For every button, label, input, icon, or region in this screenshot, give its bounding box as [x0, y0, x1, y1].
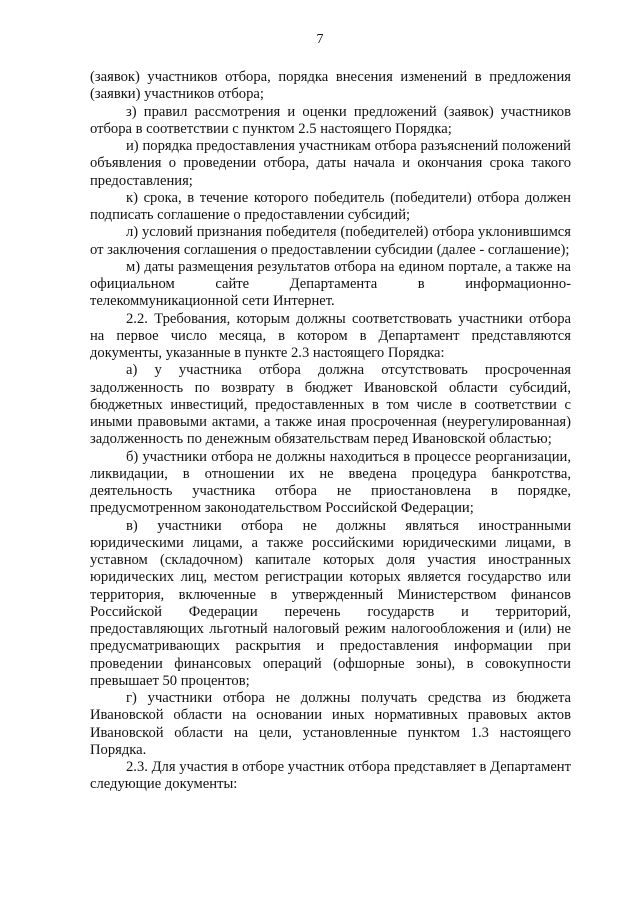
- section-2-2: 2.2. Требования, которым должны соответствовать участники отбора на первое число месяца, в котором в Департамент представляются документы, указанные в пункте 2.3 настоящего Порядка:: [90, 310, 571, 361]
- list-item-i: и) порядка предоставления участникам отбора разъяснений положений объявления о проведении отбора, даты начала и окончания срока такого предоставления;: [90, 138, 571, 189]
- list-item-m: м) даты размещения результатов отбора на едином портале, а также на официальном сайте Департамента в информационно-телекоммуникационной сети Интернет.: [90, 258, 571, 310]
- list-item-l: л) условий признания победителя (победителей) отбора уклонившимся от заключения соглашения о предоставлении субсидии (далее - соглашение);: [90, 224, 571, 258]
- list-item-v: в) участники отбора не должны являться иностранными юридическими лицами, а также российскими юридическими лицами, в уставном (складочном) капитале которых доля участия иностранных юридических лиц, местом регистрации которых является государство или территория, включенные в утвержденный Министерством финансов Российской Федерации перечень государств и территорий, предоставляющих льготный налоговый режим налогообложения и (или) не предусматривающих раскрытия и предоставления информации при проведении финансовых операций (офшорные зоны), в совокупности превышает 50 процентов;: [90, 517, 571, 689]
- list-item-z: з) правил рассмотрения и оценки предложений (заявок) участников отбора в соответствии с пунктом 2.5 настоящего Порядка;: [90, 103, 571, 137]
- list-item-a: а) у участника отбора должна отсутствовать просроченная задолженность по возврату в бюджет Ивановской области субсидий, бюджетных инвестиций, предоставленных в том числе в соответствии с иными правовыми актами, а также иная просроченная (неурегулированная) задолженность по денежным обязательствам перед Ивановской областью;: [90, 362, 571, 448]
- page-number: 7: [316, 32, 324, 47]
- document-body: [90, 69, 571, 794]
- section-2-3: 2.3. Для участия в отборе участник отбора представляет в Департамент следующие документы:: [90, 759, 571, 793]
- list-item-g: г) участники отбора не должны получать средства из бюджета Ивановской области на основании иных нормативных правовых актов Ивановской области на цели, установленные пунктом 1.3 настоящего Порядка.: [90, 690, 571, 758]
- list-item-k: к) срока, в течение которого победитель (победители) отбора должен подписать соглашение о предоставлении субсидий;: [90, 189, 571, 223]
- list-item-b: б) участники отбора не должны находиться в процессе реорганизации, ликвидации, в отношении их не введена процедура банкротства, деятельность участника отбора не приостановлена в порядке, предусмотренном законодательством Российской Федерации;: [90, 448, 571, 517]
- paragraph-continuation: (заявок) участников отбора, порядка внесения изменений в предложения (заявки) участников отбора;: [90, 69, 571, 103]
